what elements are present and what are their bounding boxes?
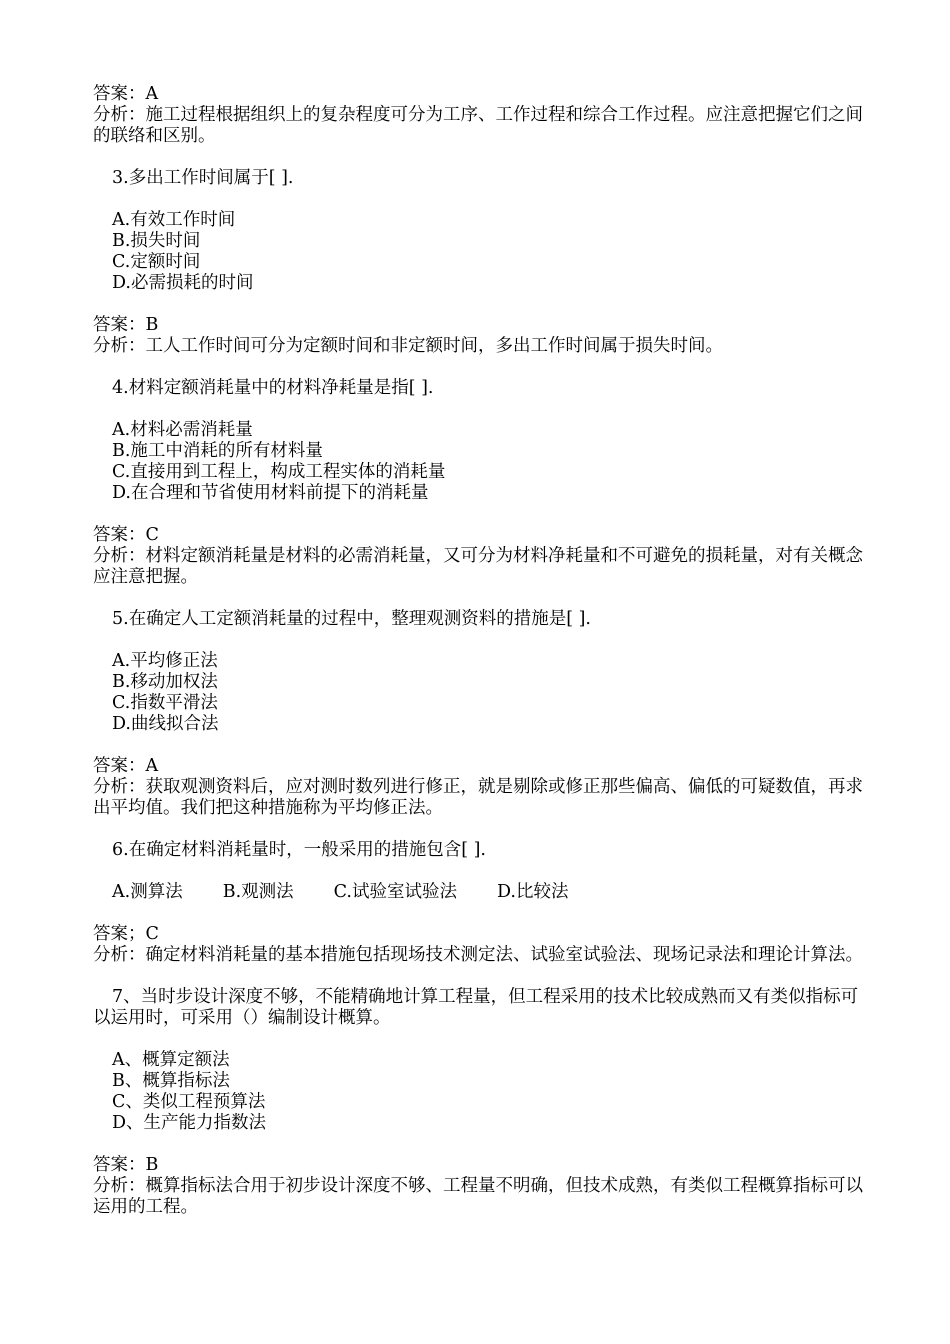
option-q7-a: A、概算定额法 bbox=[112, 1050, 230, 1070]
option-q4-a: A.材料必需消耗量 bbox=[112, 420, 253, 440]
answer-q2: 答案：A bbox=[93, 84, 159, 104]
option-q5-a: A.平均修正法 bbox=[112, 651, 218, 671]
options-q6 bbox=[93, 882, 868, 903]
analysis-q5: 分析：获取观测资料后，应对测时数列进行修正，就是剔除或修正那些偏高、偏低的可疑数值，再求出平均值。我们把这种措施称为平均修正法。 bbox=[93, 777, 863, 818]
option-q7-d: D、生产能力指数法 bbox=[112, 1113, 267, 1133]
question-4: 4.材料定额消耗量中的材料净耗量是指[ ]. bbox=[112, 378, 434, 398]
answer-q6: 答案；C bbox=[93, 924, 159, 944]
question-5: 5.在确定人工定额消耗量的过程中，整理观测资料的措施是[ ]. bbox=[112, 609, 591, 629]
question-6: 6.在确定材料消耗量时，一般采用的措施包含[ ]. bbox=[112, 840, 486, 860]
document-page bbox=[93, 84, 868, 1218]
option-q3-d: D.必需损耗的时间 bbox=[112, 273, 254, 293]
analysis-q4: 分析：材料定额消耗量是材料的必需消耗量，又可分为材料净耗量和不可避免的损耗量，对有关概念应注意把握。 bbox=[93, 546, 863, 587]
option-q4-c: C.直接用到工程上，构成工程实体的消耗量 bbox=[112, 462, 446, 482]
option-q4-b: B.施工中消耗的所有材料量 bbox=[112, 441, 323, 461]
option-q5-c: C.指数平滑法 bbox=[112, 693, 218, 713]
analysis-q7: 分析：概算指标法合用于初步设计深度不够、工程量不明确，但技术成熟，有类似工程概算指标可以运用的工程。 bbox=[93, 1176, 863, 1217]
answer-q4: 答案：C bbox=[93, 525, 159, 545]
answer-q5: 答案：A bbox=[93, 756, 159, 776]
analysis-q2: 分析：施工过程根据组织上的复杂程度可分为工序、工作过程和综合工作过程。应注意把握它们之间的联络和区别。 bbox=[93, 105, 863, 146]
analysis-q3: 分析：工人工作时间可分为定额时间和非定额时间，多出工作时间属于损失时间。 bbox=[93, 336, 723, 356]
analysis-q6: 分析：确定材料消耗量的基本措施包括现场技术测定法、试验室试验法、现场记录法和理论计算法。 bbox=[93, 945, 863, 965]
option-q6-c: C.试验室试验法 bbox=[333, 882, 457, 902]
option-q6-a: A.测算法 bbox=[112, 882, 183, 902]
question-3: 3.多出工作时间属于[ ]. bbox=[112, 168, 294, 188]
option-q3-c: C.定额时间 bbox=[112, 252, 201, 272]
option-q5-d: D.曲线拟合法 bbox=[112, 714, 219, 734]
answer-q7: 答案：B bbox=[93, 1155, 159, 1175]
option-q6-d: D.比较法 bbox=[496, 882, 569, 902]
answer-q3: 答案：B bbox=[93, 315, 159, 335]
option-q7-c: C、类似工程预算法 bbox=[112, 1092, 266, 1112]
option-q3-a: A.有效工作时间 bbox=[112, 210, 236, 230]
option-q5-b: B.移动加权法 bbox=[112, 672, 218, 692]
option-q4-d: D.在合理和节省使用材料前提下的消耗量 bbox=[112, 483, 429, 503]
option-q6-b: B.观测法 bbox=[222, 882, 294, 902]
option-q3-b: B.损失时间 bbox=[112, 231, 201, 251]
option-q7-b: B、概算指标法 bbox=[112, 1071, 230, 1091]
question-7: 7、当时步设计深度不够，不能精确地计算工程量，但工程采用的技术比较成熟而又有类似指标可以运用时，可采用（）编制设计概算。 bbox=[93, 987, 859, 1028]
